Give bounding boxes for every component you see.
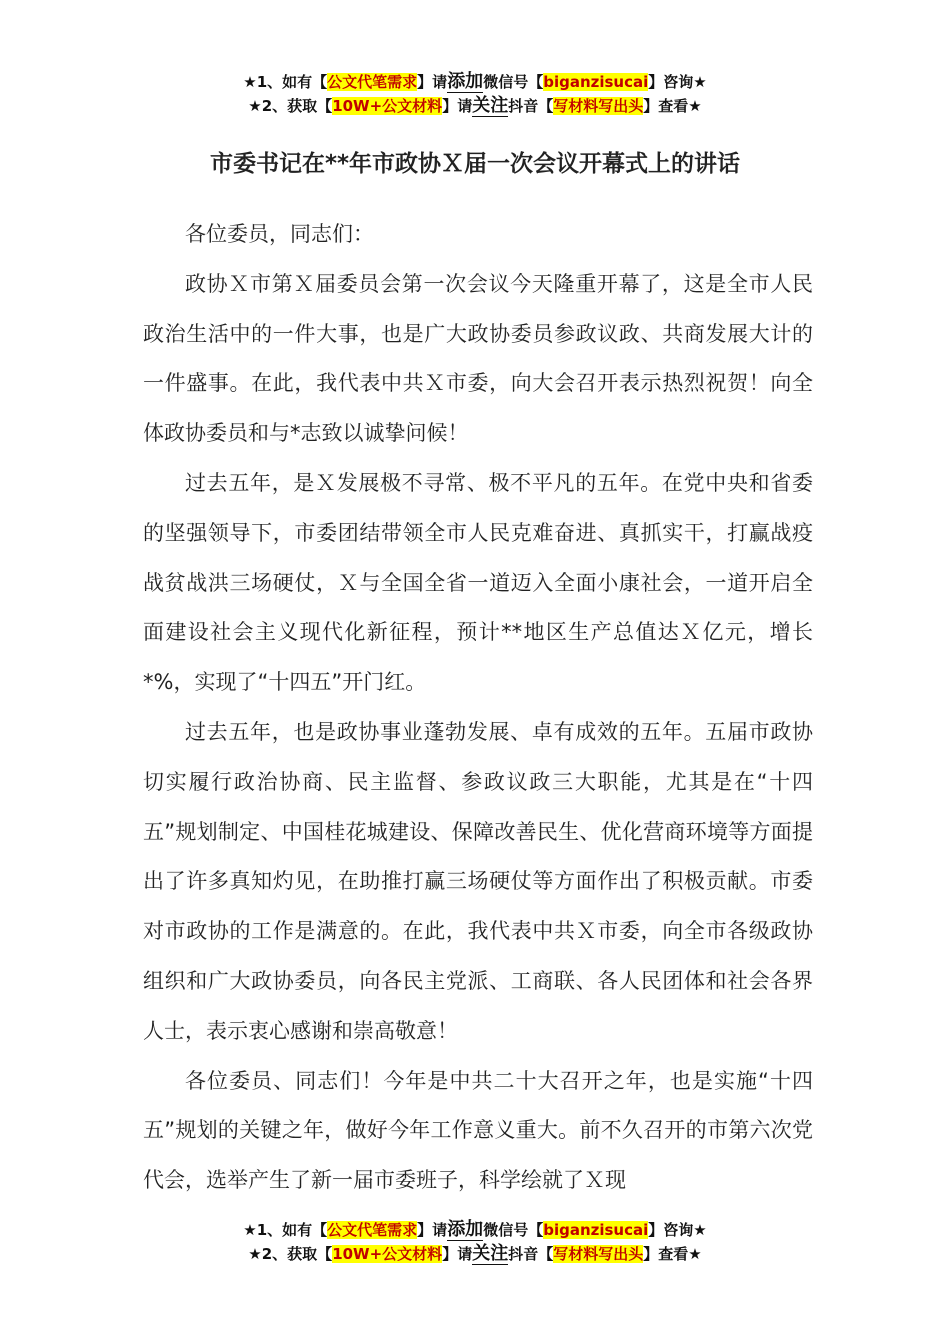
banner-text: 】咨询★: [648, 1221, 707, 1239]
paragraph-2: 过去五年，是Ｘ发展极不寻常、极不平凡的五年。在党中央和省委的坚强领导下，市委团结带领全市人民克难奋进、真抓实干，打赢战疫战贫战洪三场硬仗，Ｘ与全国全省一道迈入全面小康社会，一道开启全面建设社会主义现代化新征程，预计**地区生产总值达Ｘ亿元，增长*%，实现了“十四五”开门红。: [143, 470, 813, 695]
banner-text: ★1、如有【: [243, 1221, 328, 1239]
banner-text: ★2、获取【: [248, 97, 333, 115]
banner-highlight-service: 公文代笔需求: [327, 73, 418, 91]
banner-highlight-wechat-id: biganzisucai: [543, 1221, 649, 1239]
banner-text: 】请: [442, 1245, 473, 1263]
paragraph-1: 政协Ｘ市第Ｘ届委员会第一次会议今天隆重开幕了，这是全市人民政治生活中的一件大事，也是广大政协委员参政议政、共商发展大计的一件盛事。在此，我代表中共Ｘ市委，向大会召开表示热烈祝贺！向全体政协委员和与*志致以诚挚问候！: [143, 271, 813, 446]
footer-banner-line-1: [0, 1218, 950, 1242]
paragraph-3: 过去五年，也是政协事业蓬勃发展、卓有成效的五年。五届市政协切实履行政治协商、民主监督、参政议政三大职能，尤其是在“十四五”规划制定、中国桂花城建设、保障改善民生、优化营商环境等方面提出了许多真知灼见，在助推打赢三场硬仗等方面作出了积极贡献。市委对市政协的工作是满意的。在此，我代表中共Ｘ市委，向全市各级政协组织和广大政协委员，向各民主党派、工商联、各人民团体和社会各界人士，表示衷心感谢和崇高敬意！: [143, 719, 813, 1043]
document-body: [143, 210, 813, 1206]
banner-highlight-materials: 10W+公文材料: [332, 97, 443, 115]
banner-emphasis-add: 添加: [447, 1219, 484, 1240]
banner-text: 】请: [442, 97, 473, 115]
header-banner-line-1: [0, 70, 950, 94]
banner-text: 微信号【: [483, 73, 544, 91]
footer-banner-line-2: [0, 1242, 950, 1266]
banner-text: ★2、获取【: [248, 1245, 333, 1263]
banner-text: 微信号【: [483, 1221, 544, 1239]
banner-text: ★1、如有【: [243, 73, 328, 91]
banner-emphasis-add: 添加: [447, 71, 484, 92]
banner-text: 】查看★: [643, 97, 702, 115]
banner-text: 】咨询★: [648, 73, 707, 91]
banner-emphasis-follow: 关注: [472, 1243, 509, 1264]
header-banner: [0, 70, 950, 118]
banner-text: 抖音【: [508, 1245, 554, 1263]
banner-text: 抖音【: [508, 97, 554, 115]
footer-banner: [0, 1218, 950, 1266]
header-banner-line-2: [0, 94, 950, 118]
banner-highlight-wechat-id: biganzisucai: [543, 73, 649, 91]
banner-text: 】请: [417, 1221, 448, 1239]
paragraph-4: 各位委员、同志们！今年是中共二十大召开之年，也是实施“十四五”规划的关键之年，做好今年工作意义重大。前不久召开的市第六次党代会，选举产生了新一届市委班子，科学绘就了Ｘ现: [143, 1068, 813, 1193]
banner-highlight-materials: 10W+公文材料: [332, 1245, 443, 1263]
banner-text: 】请: [417, 73, 448, 91]
banner-highlight-douyin-account: 写材料写出头: [553, 97, 644, 115]
document-title: 市委书记在**年市政协Ｘ届一次会议开幕式上的讲话: [209, 151, 741, 177]
salutation: 各位委员，同志们：: [185, 222, 374, 246]
banner-highlight-service: 公文代笔需求: [327, 1221, 418, 1239]
banner-text: 】查看★: [643, 1245, 702, 1263]
banner-emphasis-follow: 关注: [472, 95, 509, 116]
banner-highlight-douyin-account: 写材料写出头: [553, 1245, 644, 1263]
